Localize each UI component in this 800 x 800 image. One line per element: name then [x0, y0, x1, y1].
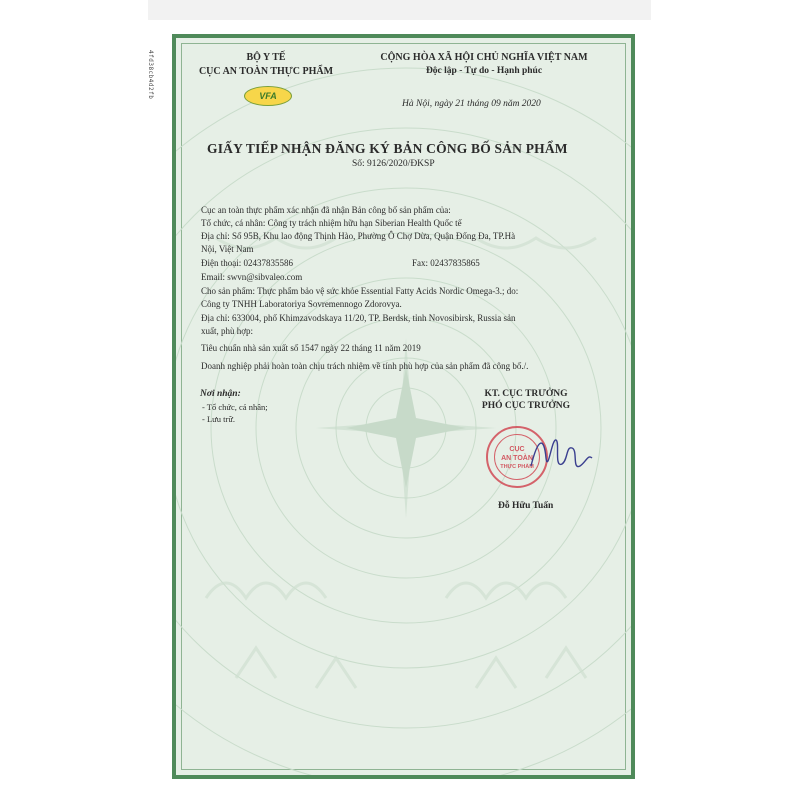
vfa-logo: VFA [244, 86, 292, 106]
stamp-text-1: CỤC [509, 446, 525, 453]
signer-title-line1: KT. CỤC TRƯỞNG [484, 389, 568, 399]
side-code: 4fd38cb4d2fb [147, 50, 154, 100]
recipients-item-archive: - Lưu trữ. [202, 414, 236, 424]
body-line-standard: Tiêu chuẩn nhà sản xuất số 1547 ngày 22 tháng 11 năm 2019 [201, 343, 421, 353]
issue-date: Hà Nội, ngày 21 tháng 09 năm 2020 [402, 99, 541, 109]
document-title: GIẤY TIẾP NHẬN ĐĂNG KÝ BẢN CÔNG BỐ SẢN PHẨM [207, 141, 568, 156]
body-line-mfr-address: Địa chỉ: 633004, phố Khimzavodskaya 11/20, TP. Berdsk, tỉnh Novosibirsk, Russia sản [201, 313, 516, 323]
body-line-responsibility: Doanh nghiệp phải hoàn toàn chịu trách nhiệm về tính phù hợp của sản phẩm đã công bố./. [201, 361, 529, 371]
document-number: Số: 9126/2020/ĐKSP [352, 159, 435, 169]
body-line-fax: Fax: 02437835865 [412, 258, 480, 268]
body-line-email: Email: swvn@sibvaleo.com [201, 272, 303, 282]
body-line-address: Địa chỉ: Số 95B, Khu lao động Thịnh Hào, Phường Ô Chợ Dừa, Quận Đống Đa, TP.Hà [201, 231, 516, 241]
document-frame [172, 34, 635, 779]
stamp-text-2: AN TOÀN [501, 455, 533, 462]
top-band [148, 0, 651, 20]
recipients-item-organization: - Tổ chức, cá nhân; [202, 402, 268, 412]
ministry-name: BỘ Y TẾ [246, 52, 286, 63]
country-title: CỘNG HÒA XÃ HỘI CHỦ NGHĨA VIỆT NAM [380, 52, 588, 63]
body-line-address-cont: Nội, Việt Nam [201, 244, 254, 254]
signer-title-line2: PHÓ CỤC TRƯỞNG [481, 401, 571, 411]
body-line-manufacturer: Công ty TNHH Laboratoriya Sovremennogo Zdorovya. [201, 299, 402, 309]
body-line-product: Cho sản phẩm: Thực phẩm bảo vệ sức khỏe Essential Fatty Acids Nordic Omega-3.; do: [201, 286, 519, 296]
signer-name: Đỗ Hữu Tuấn [498, 501, 554, 511]
handwritten-signature [526, 428, 596, 478]
agency-name: CỤC AN TOÀN THỰC PHẨM [198, 66, 334, 77]
body-line-phone: Điện thoại: 02437835586 [201, 258, 293, 268]
body-line-organization: Tổ chức, cá nhân: Công ty trách nhiệm hữu hạn Siberian Health Quốc tế [201, 218, 462, 228]
body-line-intro: Cục an toàn thực phẩm xác nhận đã nhận Bản công bố sản phẩm của: [201, 205, 451, 215]
body-line-mfr-address-cont: xuất, phù hợp: [201, 326, 254, 336]
recipients-heading: Nơi nhận: [200, 389, 241, 399]
motto: Độc lập - Tự do - Hạnh phúc [425, 66, 543, 76]
stamp-text-3: THỰC PHẨM [500, 464, 534, 470]
